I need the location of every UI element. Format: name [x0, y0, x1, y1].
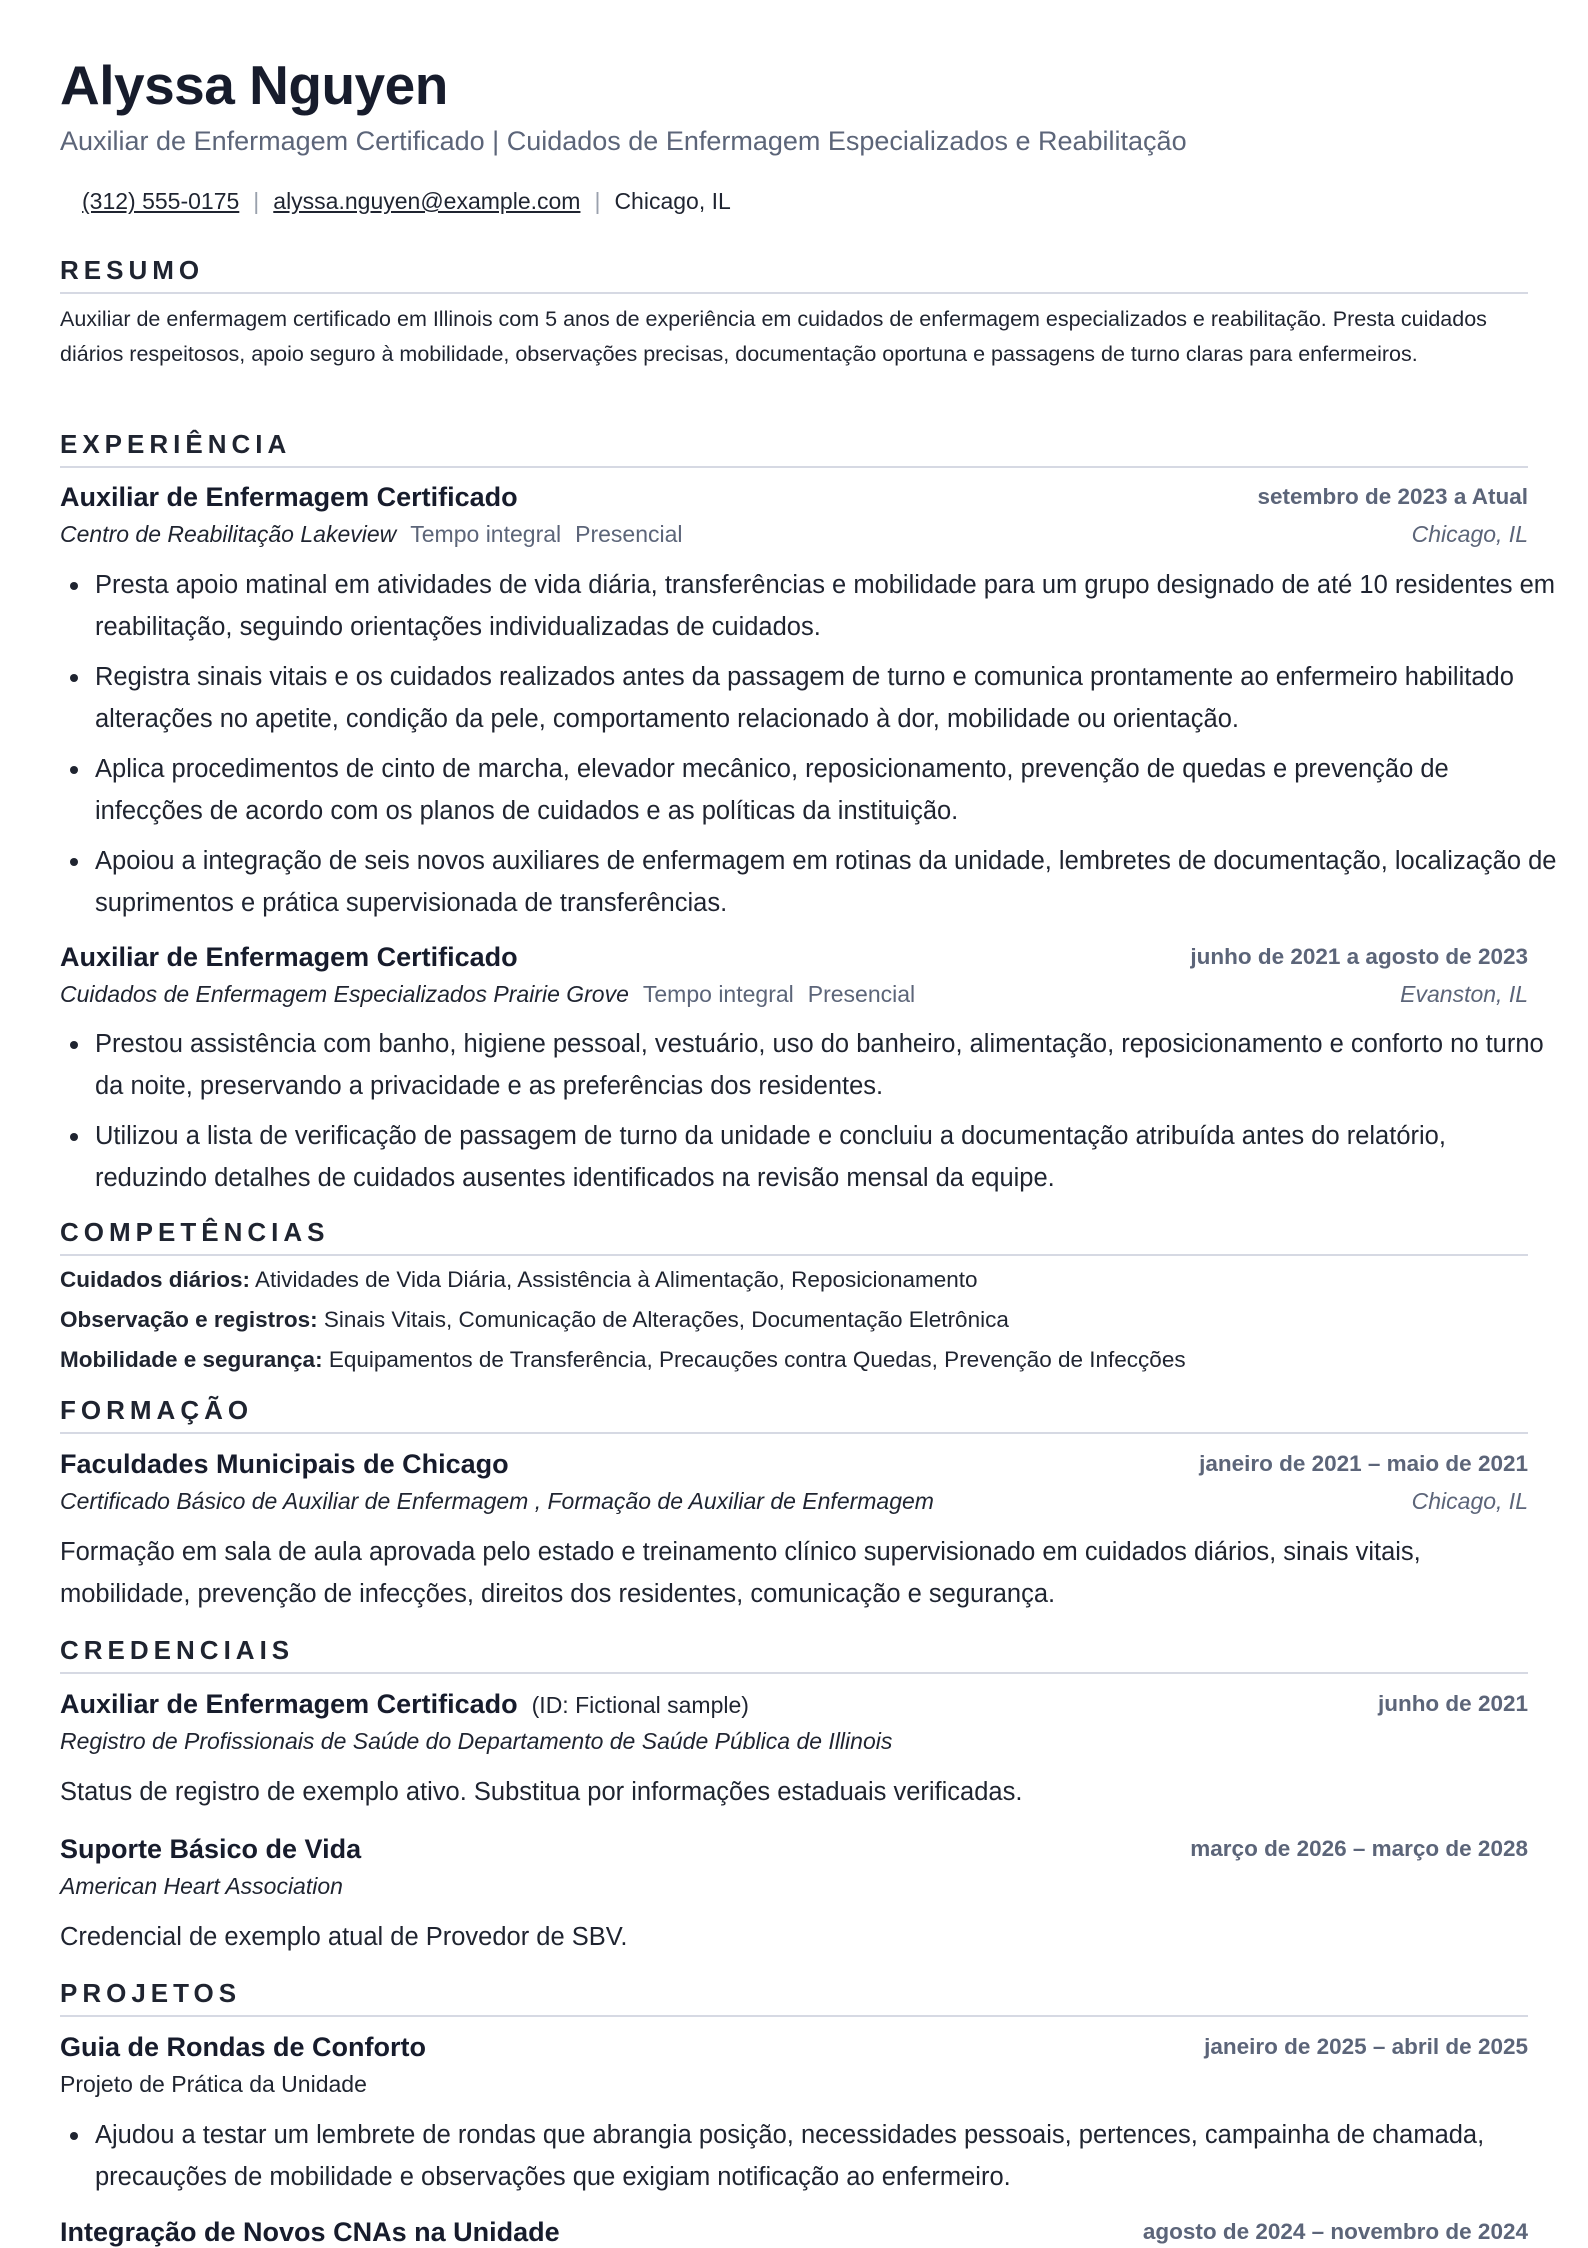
project-header	[60, 2031, 1528, 2063]
credential-description: Status de registro de exemplo ativo. Substitua por informações estaduais verificadas.	[60, 1778, 1023, 1806]
job-employer: Cuidados de Enfermagem Especializados Prairie Grove Tempo integral Presencial	[60, 981, 916, 1007]
job-location: Chicago, IL	[1411, 521, 1528, 547]
credential-name: Auxiliar de Enfermagem Certificado (ID: Fictional sample)	[60, 1689, 749, 1719]
credential-id: (ID: Fictional sample)	[531, 1692, 749, 1718]
job-header	[60, 481, 1528, 513]
job-title: Auxiliar de Enfermagem Certificado	[60, 942, 518, 972]
project-header	[60, 2216, 1528, 2248]
skill-values: Sinais Vitais, Comunicação de Alterações, Documentação Eletrônica	[323, 1307, 1009, 1332]
job-bullets	[60, 1023, 1563, 1207]
education-header	[60, 1448, 1528, 1480]
skills-heading: COMPETÊNCIAS	[60, 1216, 1528, 1256]
job-dates: setembro de 2023 a Atual	[1257, 484, 1528, 509]
project-name: Integração de Novos CNAs na Unidade	[60, 2217, 560, 2247]
credential-issuer-row	[60, 1871, 1528, 1903]
credential-issuer: American Heart Association	[60, 1873, 343, 1899]
summary-text: Auxiliar de enfermagem certificado em Illinois com 5 anos de experiência em cuidados de enfermagem especializados e reabilitação. Presta cuidados diários respeitosos, apoio seguro à mobilidade, observações precisas, documentação oportuna e passagens de turno claras para enfermeiros.	[60, 307, 1487, 366]
credential-issuer-row	[60, 1726, 1528, 1758]
skill-row	[60, 1265, 1528, 1295]
project-dates: agosto de 2024 – novembro de 2024	[1142, 2219, 1528, 2244]
skill-row	[60, 1345, 1528, 1375]
list-item: Aplica procedimentos de cinto de marcha, elevador mecânico, reposicionamento, prevenção de quedas e prevenção de infecções de acordo com os planos de cuidados e as políticas da instituição.	[95, 748, 1563, 832]
project-bullets	[60, 2114, 1563, 2206]
job-mode: Presencial	[575, 521, 683, 547]
list-item: Utilizou a lista de verificação de passagem de turno da unidade e concluiu a documentação atribuída antes do relatório, reduzindo detalhes de cuidados ausentes identificados na revisão mensal da equipe.	[95, 1115, 1563, 1199]
job-title: Auxiliar de Enfermagem Certificado	[60, 482, 518, 512]
job-dates: junho de 2021 a agosto de 2023	[1190, 944, 1528, 969]
education-meta	[60, 1486, 1528, 1518]
job-location: Evanston, IL	[1400, 981, 1528, 1007]
education-description: Formação em sala de aula aprovada pelo estado e treinamento clínico supervisionado em cuidados diários, sinais vitais, mobilidade, prevenção de infecções, direitos dos residentes, comunicação e segurança.	[60, 1538, 1421, 1608]
list-item: Registra sinais vitais e os cuidados realizados antes da passagem de turno e comunica prontamente ao enfermeiro habilitado alterações no apetite, condição da pele, comportamento relacionado à dor, mobilidade ou orientação.	[95, 656, 1563, 740]
projects-heading: PROJETOS	[60, 1977, 1528, 2017]
education-heading: FORMAÇÃO	[60, 1394, 1528, 1434]
job-meta	[60, 979, 1528, 1011]
candidate-name: Alyssa Nguyen	[60, 54, 448, 116]
list-item: Presta apoio matinal em atividades de vida diária, transferências e mobilidade para um grupo designado de até 10 residentes em reabilitação, seguindo orientações individualizadas de cuidados.	[95, 564, 1563, 648]
education-location: Chicago, IL	[1411, 1488, 1528, 1514]
list-item: Apoiou a integração de seis novos auxiliares de enfermagem em rotinas da unidade, lembretes de documentação, localização de suprimentos e prática supervisionada de transferências.	[95, 840, 1563, 924]
credential-dates: junho de 2021	[1377, 1691, 1528, 1716]
phone-link[interactable]: (312) 555-0175	[82, 188, 240, 214]
credential-description: Credencial de exemplo atual de Provedor de SBV.	[60, 1923, 628, 1951]
skill-label: Cuidados diários:	[60, 1267, 251, 1292]
job-type: Tempo integral	[410, 521, 562, 547]
credential-name: Suporte Básico de Vida	[60, 1834, 362, 1864]
list-item: Ajudou a testar um lembrete de rondas que abrangia posição, necessidades pessoais, pertences, campainha de chamada, precauções de mobilidade e observações que exigiam notificação ao enfermeiro.	[95, 2114, 1563, 2198]
education-program: Certificado Básico de Auxiliar de Enfermagem , Formação de Auxiliar de Enfermagem	[60, 1488, 934, 1514]
job-meta	[60, 519, 1528, 551]
contact-separator: |	[253, 188, 260, 214]
job-employer: Centro de Reabilitação Lakeview Tempo integral Presencial	[60, 521, 683, 547]
skill-label: Observação e registros:	[60, 1307, 318, 1332]
skill-label: Mobilidade e segurança:	[60, 1347, 323, 1372]
contact-separator: |	[594, 188, 601, 214]
credentials-heading: CREDENCIAIS	[60, 1634, 1528, 1674]
email-link[interactable]: alyssa.nguyen@example.com	[273, 188, 581, 214]
summary-heading: RESUMO	[60, 254, 1528, 294]
list-item: Prestou assistência com banho, higiene pessoal, vestuário, uso do banheiro, alimentação, reposicionamento e conforto no turno da noite, preservando a privacidade e as preferências dos residentes.	[95, 1023, 1563, 1107]
skill-values: Atividades de Vida Diária, Assistência à Alimentação, Reposicionamento	[255, 1267, 978, 1292]
job-type: Tempo integral	[642, 981, 794, 1007]
credential-header	[60, 1688, 1528, 1720]
skill-values: Equipamentos de Transferência, Precauções contra Quedas, Prevenção de Infecções	[328, 1347, 1186, 1372]
project-dates: janeiro de 2025 – abril de 2025	[1204, 2034, 1528, 2059]
contact-line	[82, 186, 731, 216]
school-name: Faculdades Municipais de Chicago	[60, 1449, 509, 1479]
job-mode: Presencial	[807, 981, 916, 1007]
experience-heading: EXPERIÊNCIA	[60, 428, 1528, 468]
credential-header	[60, 1833, 1528, 1865]
job-bullets	[60, 564, 1563, 932]
project-name: Guia de Rondas de Conforto	[60, 2032, 427, 2062]
skill-row	[60, 1305, 1528, 1335]
credential-issuer: Registro de Profissionais de Saúde do Departamento de Saúde Pública de Illinois	[60, 1728, 893, 1754]
education-dates: janeiro de 2021 – maio de 2021	[1199, 1451, 1528, 1476]
headline: Auxiliar de Enfermagem Certificado | Cuidados de Enfermagem Especializados e Reabilitação	[60, 126, 1187, 156]
project-subtitle: Projeto de Prática da Unidade	[60, 2071, 367, 2097]
credential-dates: março de 2026 – março de 2028	[1190, 1836, 1528, 1861]
location-text: Chicago, IL	[614, 188, 731, 214]
project-subtitle-row	[60, 2069, 1528, 2101]
job-header	[60, 941, 1528, 973]
